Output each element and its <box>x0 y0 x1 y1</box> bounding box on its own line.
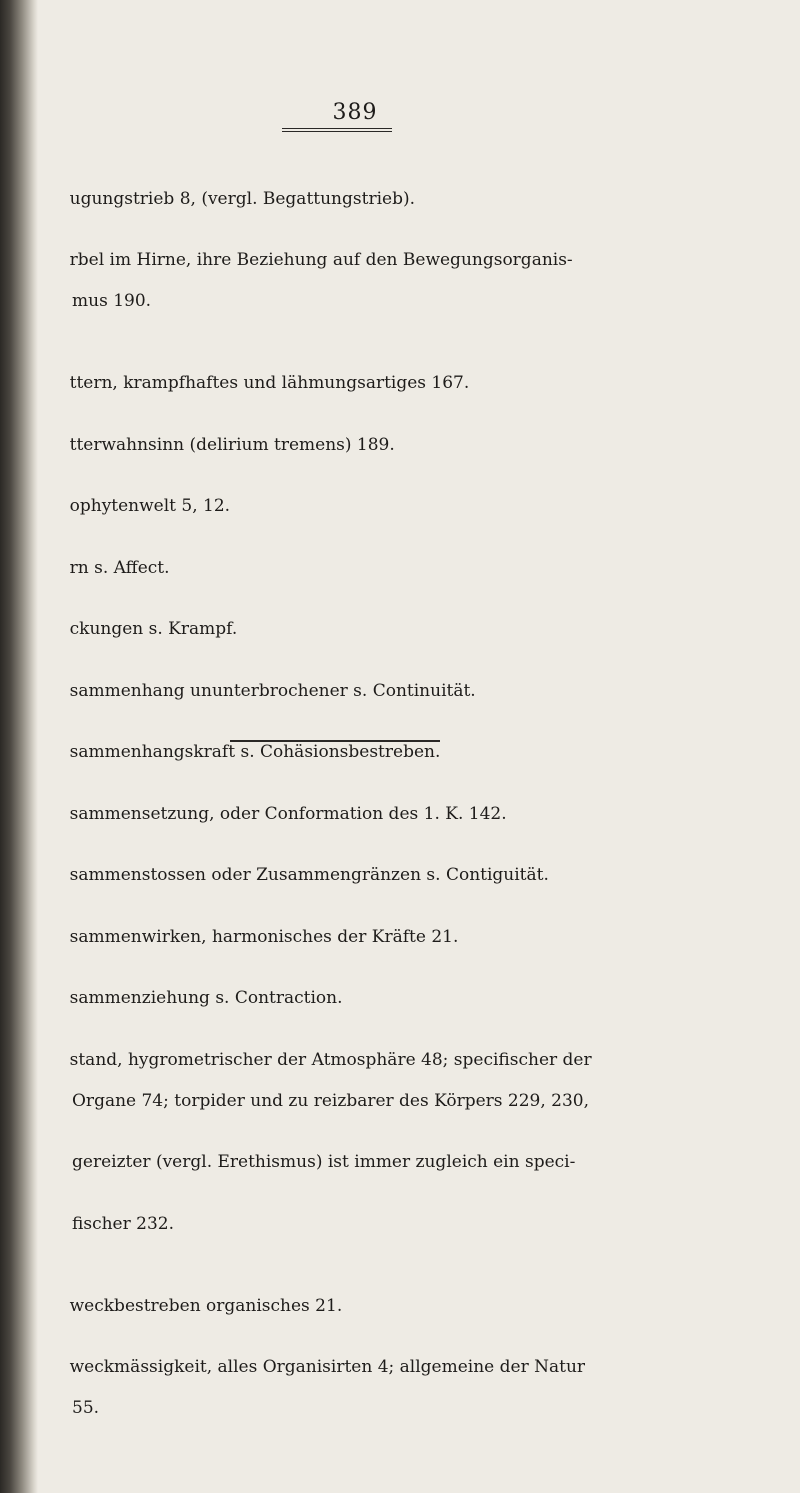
index-entry <box>48 1029 788 1275</box>
index-entry <box>48 414 788 476</box>
page-number-rule <box>282 128 392 132</box>
index-entry <box>48 353 788 415</box>
index-entry <box>48 168 788 230</box>
index-entry <box>48 906 788 968</box>
entry-line: sammenhangskraft s. Cohäsionsbestreben. <box>69 742 441 762</box>
entry-line: tterwahnsinn (delirium tremens) 189. <box>69 434 395 455</box>
index-entries <box>48 168 788 1460</box>
index-entry <box>48 537 788 599</box>
index-entry <box>48 599 788 661</box>
entry-line: weckbestreben organisches 21. <box>69 1295 343 1316</box>
entry-continuation: 55. <box>72 1398 100 1418</box>
index-entry <box>48 722 788 784</box>
entry-line: ugungstrieb 8, (vergl. Begattungstrieb). <box>69 188 415 209</box>
entry-line: sammenziehung s. Contraction. <box>69 988 343 1008</box>
entry-line: ckungen s. Krampf. <box>69 619 238 639</box>
entry-continuation: Organe 74; torpider und zu reizbarer des Körpers 229, 230, <box>72 1090 590 1111</box>
entry-line: ophytenwelt 5, 12. <box>69 496 231 516</box>
index-entry <box>48 230 788 353</box>
entry-line: sammenstossen oder Zusammengränzen s. Contiguität. <box>69 865 549 885</box>
entry-line: sammensetzung, oder Conformation des 1. K. 142. <box>69 803 507 824</box>
entry-line: sammenwirken, harmonisches der Kräfte 21. <box>69 926 459 947</box>
page-number: 389 <box>332 100 378 125</box>
index-entry <box>48 660 788 722</box>
index-entry <box>48 968 788 1030</box>
index-entry <box>48 845 788 907</box>
entry-continuation: mus 190. <box>72 291 152 311</box>
index-entry <box>48 1337 788 1460</box>
entry-line: rn s. Affect. <box>69 557 170 578</box>
entry-line: weckmässigkeit, alles Organisirten 4; allgemeine der Natur <box>69 1357 586 1377</box>
entry-continuation: fischer 232. <box>72 1213 174 1234</box>
entry-line: stand, hygrometrischer der Atmosphäre 48; specifischer der <box>69 1049 592 1070</box>
index-entry <box>48 1275 788 1337</box>
index-entry <box>48 783 788 845</box>
end-rule <box>230 740 440 742</box>
entry-line: ttern, krampfhaftes und lähmungsartiges 167. <box>69 373 470 393</box>
binding-gutter <box>0 0 38 1493</box>
index-entry <box>48 476 788 538</box>
entry-line: sammenhang ununterbrochener s. Continuität. <box>69 680 476 701</box>
entry-continuation: gereizter (vergl. Erethismus) ist immer zugleich ein speci- <box>72 1152 576 1172</box>
entry-line: rbel im Hirne, ihre Beziehung auf den Bewegungsorganis- <box>69 250 573 270</box>
